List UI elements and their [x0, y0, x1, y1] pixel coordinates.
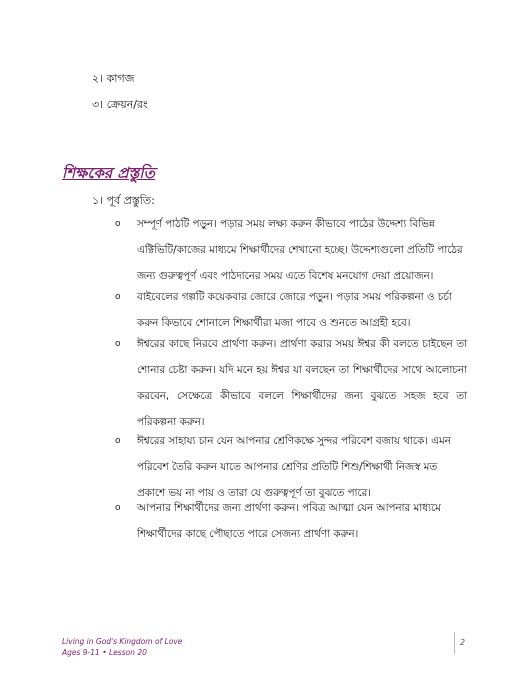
- bullet-text-1: সম্পূর্ণ পাঠটি পড়ুন। পড়ার সময় লক্ষ্য করুন কীভাবে পাঠের উদ্দেশ্য বিভিন্ন এক্টিভিটি/কাজের মাধ্যমে শিক্ষার্থীদের শেখানো হচ্ছে। উদ্দেশ্যগুলো প্রতিটি পাঠের জন্য গুরুত্বপূর্ণ এবং পাঠদানের সময় এতে বিশেষ মনযোগ দেয়া প্রয়োজন।: [137, 218, 463, 282]
- sub-item-preparation: ১। পূর্ব প্রস্তুতি:: [92, 194, 155, 207]
- bullet-item-2: [115, 284, 467, 336]
- bullet-mark-icon: o: [115, 503, 121, 513]
- footer-title: Living in God's Kingdom of Love: [62, 637, 183, 646]
- bullet-item-5: [115, 495, 467, 547]
- bullet-text-2: বাইবেলের গল্পটি কয়েকবার জোরে জোরে পড়ুন। পড়ার সময় পরিকল্পনা ও চর্চা করুন কিভাবে শোনালে শিক্ষার্থীরা মজা পাবে ও শুনতে আগ্রহী হবে।: [137, 291, 452, 329]
- material-item-crayon: ৩। ক্রেয়ন/রং: [92, 98, 148, 111]
- bullet-text-3: ঈশ্বরের কাছে নিরবে প্রার্থণা করুন। প্রার্থণা করার সময় ঈশ্বর কী বলতে চাইছেন তা শোনার চেষ্টা করুন। যদি মনে হয় ঈশ্বর যা বলছেন তা শিক্ষার্থীদের সাথে আলোচনা করবেন, সেক্ষেত্রে কীভাবে বললে শিক্ষার্থীদের জন্য বুঝতে সহজ হবে তা পরিকল্পনা করুন।: [137, 338, 467, 428]
- bullet-text-4: ঈশ্বরের সাহায্য চান যেন আপনার শ্রেণিকক্ষে সুন্দর পরিবেশ বজায় থাকে। এমন পরিবেশ তৈরি করুন যাতে আপনার শ্রেণির প্রতিটি শিশু/শিক্ষার্থী নিজস্ব মত প্রকাশে ভয় না পায় ও তারা যে গুরুত্বপূর্ণ তা বুঝতে পারে।: [137, 435, 451, 499]
- bullet-mark-icon: o: [115, 292, 121, 302]
- bullet-text-5: আপনার শিক্ষার্থীদের জন্য প্রার্থণা করুন। পবিত্র আত্মা যেন আপনার মাধ্যমে শিক্ষার্থীদের কাছে পৌছাতে পারে সেজন্য প্রার্থণা করুন।: [137, 502, 441, 540]
- bullet-mark-icon: o: [115, 436, 121, 446]
- bullet-item-3: [115, 331, 467, 435]
- section-heading: শিক্ষকের প্রস্তুতি: [62, 164, 155, 182]
- page-number: 2: [460, 638, 466, 647]
- footer-divider: [454, 632, 455, 654]
- bullet-mark-icon: o: [115, 339, 121, 349]
- bullet-mark-icon: o: [115, 219, 121, 229]
- bullet-item-1: [115, 211, 467, 289]
- footer-title-block: [62, 636, 182, 658]
- footer-subtitle: Ages 9-11 • Lesson 20: [62, 648, 147, 657]
- material-item-paper: ২। কাগজ: [92, 72, 135, 85]
